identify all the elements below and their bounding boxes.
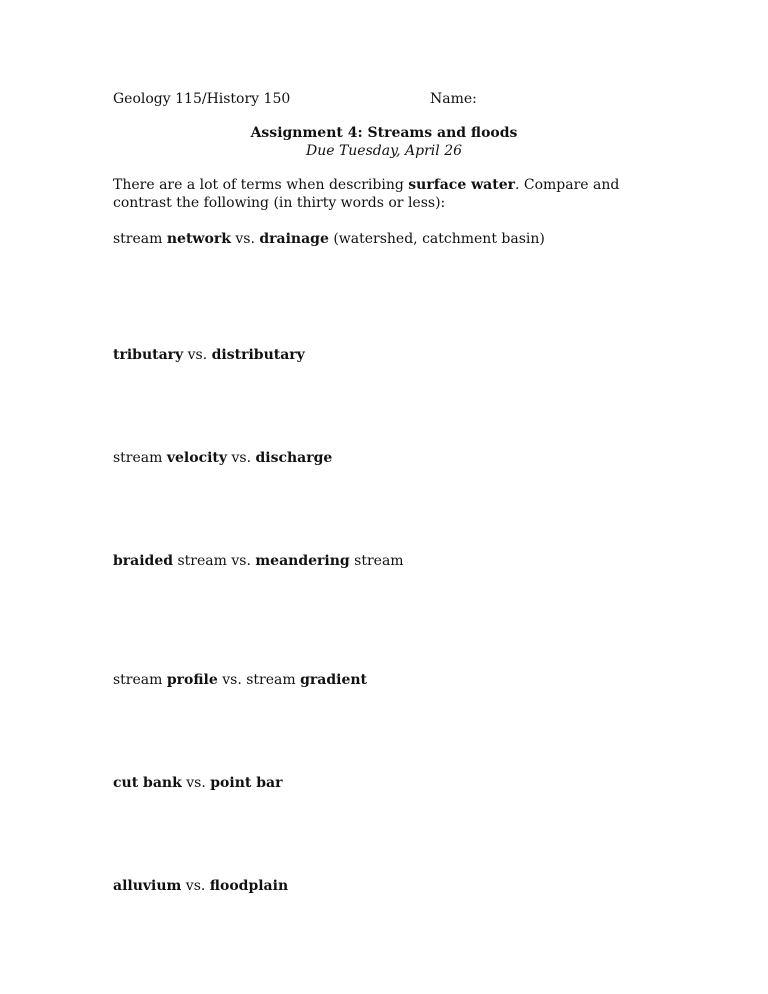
- q1-term-a: network: [166, 231, 231, 247]
- intro-emphasis: surface water: [408, 177, 515, 193]
- question-4: [113, 552, 404, 570]
- q2-term-a: tributary: [113, 347, 184, 363]
- q7-term-a: alluvium: [113, 878, 182, 894]
- question-3: [113, 449, 332, 467]
- question-1: [113, 230, 545, 248]
- q2-term-b: distributary: [211, 347, 305, 363]
- question-6: [113, 774, 282, 792]
- q6-term-b: point bar: [210, 775, 283, 791]
- intro-text-2: . Compare and contrast the following (in thirty words or less):: [113, 177, 620, 211]
- assignment-title: Assignment 4: Streams and floods: [250, 125, 518, 141]
- intro-paragraph: [113, 176, 673, 212]
- q1-term-b: drainage: [259, 231, 329, 247]
- q1-connector: vs.: [230, 231, 260, 247]
- q3-prefix: stream: [113, 450, 167, 466]
- q4-suffix: stream: [349, 553, 404, 569]
- q1-suffix: (watershed, catchment basin): [328, 231, 545, 247]
- name-field-label: Name:: [430, 91, 477, 107]
- question-2: [113, 346, 305, 364]
- q3-term-b: discharge: [255, 450, 333, 466]
- intro-text-1: There are a lot of terms when describing: [113, 177, 409, 193]
- q4-term-b: meandering: [255, 553, 350, 569]
- question-7: [113, 877, 288, 895]
- q1-prefix: stream: [113, 231, 167, 247]
- question-5: [113, 671, 367, 689]
- q5-term-b: gradient: [300, 672, 368, 688]
- q5-connector: vs. stream: [217, 672, 301, 688]
- q6-connector: vs.: [181, 775, 211, 791]
- q2-connector: vs.: [183, 347, 212, 363]
- q3-term-a: velocity: [166, 450, 228, 466]
- q7-term-b: floodplain: [209, 878, 289, 894]
- q3-connector: vs.: [227, 450, 256, 466]
- q5-prefix: stream: [113, 672, 167, 688]
- q4-term-a: braided: [113, 553, 174, 569]
- q5-term-a: profile: [166, 672, 218, 688]
- q7-connector: vs.: [181, 878, 210, 894]
- course-label: Geology 115/History 150: [113, 91, 291, 107]
- q4-connector: stream vs.: [173, 553, 256, 569]
- q6-term-a: cut bank: [113, 775, 182, 791]
- due-date: Due Tuesday, April 26: [305, 143, 463, 159]
